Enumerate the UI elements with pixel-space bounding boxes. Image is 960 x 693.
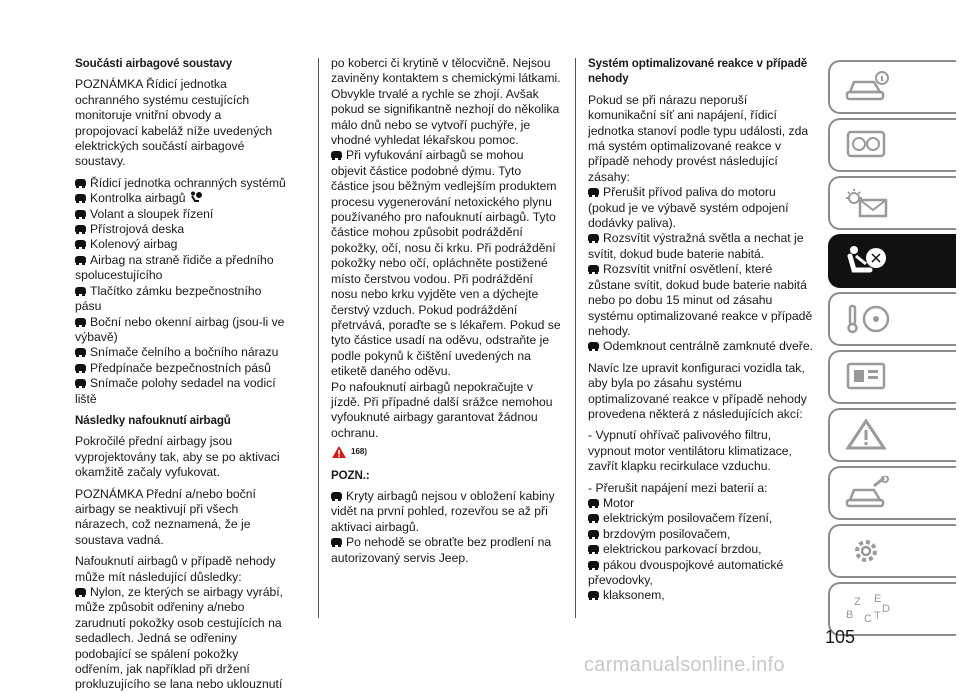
gear-icon [844,534,892,568]
index-letter: Z [854,596,861,608]
list-item: Snímače čelního a bočního nárazu [75,345,287,360]
car-bullet-icon [75,364,86,371]
car-bullet-icon [75,588,86,595]
paragraph: Pokud se při nárazu neporuší komunikační síť ani napájení, řídicí jednotka stanoví podle typu události, zda má systém optimalizované reakce v případě nehody provést následující zásahy: [588,92,809,184]
heading-airbag-components: Součásti airbagové soustavy [75,57,233,70]
paragraph: - Vypnutí ohřívač palivového filtru, vypnout motor ventilátoru klimatizace, zavřít klapku recirkulace vzduchu. [588,428,792,474]
list-item: Airbag na straně řidiče a předního spolucestujícího [75,252,274,283]
car-bullet-icon [75,256,86,263]
car-bullet-icon [75,318,86,325]
car-bullet-icon [75,225,86,232]
list-item: Odemknout centrálně zamknuté dveře. [588,339,816,354]
list-item: Po nehodě se obraťte bez prodlení na autorizovaný servis Jeep. [331,535,552,565]
car-bullet-icon [75,194,86,201]
tab-car-info[interactable] [828,60,956,114]
car-bullet-icon [588,342,599,349]
paragraph: Pokročilé přední airbagy jsou vyprojektovány tak, aby se po aktivaci okamžitě začaly vyfukovat. [75,434,280,480]
tab-emergency[interactable] [828,408,956,462]
car-bullet-icon [588,265,599,272]
list-item: Snímače polohy sedadel na vodicí liště [75,376,276,406]
car-bullet-icon [75,179,86,186]
column-2 [331,56,561,566]
list-item: Kolenový airbag [75,237,287,252]
car-bullet-icon [588,591,599,598]
tab-warning-messages[interactable] [828,176,956,230]
car-info-icon [844,70,892,104]
list-item: Předpínače bezpečnostních pásů [75,361,287,376]
car-bullet-icon [75,240,86,247]
list-item: klaksonem, [588,588,816,603]
car-bullet-icon [75,379,86,386]
list-item: Motor [588,496,816,511]
tab-multimedia[interactable] [828,350,956,404]
car-bullet-icon [588,499,599,506]
car-bullet-icon [588,514,599,521]
envelope-light-icon [844,186,892,220]
list-item: Tlačítko zámku bezpečnostního pásu [75,283,262,314]
warning-ref-number: 168) [351,447,368,457]
index-letter: D [882,603,890,615]
tab-dashboard[interactable] [828,118,956,172]
car-bullet-icon [588,530,599,537]
list-item: Přerušit přívod paliva do motoru (pokud je ve výbavě systém odpojení dodávky paliva). [588,185,789,231]
list-item: Kontrolka airbagů [75,191,287,206]
list-item: pákou dvouspojkové automatické převodovky, [588,557,784,587]
paragraph: Po nafouknutí airbagů nepokračujte v jízdě. Při případné další srážce nemohou vyfouknuté airbagy garantovat žádnou ochranu. [331,379,553,440]
index-letter: T [874,610,881,622]
tab-safety[interactable] [828,234,956,288]
heading-inflation-consequences: Následky nafouknutí airbagů [75,413,231,427]
list-item: Řídicí jednotka ochranných systémů [75,176,287,191]
list-item: Přístrojová deska [75,222,287,237]
list-item: elektrickým posilovačem řízení, [588,511,816,526]
wrench-car-icon [844,476,892,510]
car-bullet-icon [75,287,86,294]
index-letter: C [864,613,872,625]
warning-triangle-icon [331,445,347,459]
list-item: brzdovým posilovačem, [588,527,816,542]
list-item: Při vyfukování airbagů se mohou objevit částice podobné dýmu. Tyto částice jsou běžným vedlejším produktem procesu vygenerování netoxického plynu používaného pro nafouknutí airbagů. Tyto částice mohou způsobit podráždění pokožky, očí, nosu či krku. Při podráždění pokožky nebo očí, opláchněte postižené místo čerstvou vodou. Při podráždění nosu nebo krku vyjděte ven a dýchejte čerstvý vzduch. Pokud podráždění přetrvává, poraďte se s lékařem. Pokud se tyto částice usadí na oděvu, odstraňte je podle pokynů k čištění uvedených na etiketě daného oděvu. [331,148,561,379]
watermark: carmanualsonline.info [584,654,785,676]
car-bullet-icon [331,492,342,499]
warning-reference [331,444,561,459]
tab-technical-data[interactable] [828,524,956,578]
paragraph: POZNÁMKA Řídicí jednotka ochranného systému cestujících monitoruje vnitřní obvody a propojovací kabeláž níže uvedených elektrických součástí airbagové soustavy. [75,77,273,169]
list-item: Rozsvítit výstražná světla a nechat je svítit, dokud bude baterie nabitá. [588,231,804,261]
car-bullet-icon [75,210,86,217]
paragraph: POZNÁMKA Přední a/nebo boční airbagy se neaktivují při všech nárazech, což neznamená, že je soustava vadná. [75,486,256,547]
alphabet-index-icon [844,592,892,626]
steering-key-icon [844,302,892,336]
dashboard-icon [844,128,892,162]
list-item: Volant a sloupek řízení [75,207,287,222]
page-number: 105 [825,627,856,647]
car-bullet-icon [331,151,342,158]
paragraph: po koberci či krytině v tělocvičně. Nejsou zaviněny kontaktem s chemickými látkami. Obvykle trvalé a rychle se zhojí. Avšak pokud se signifikantně nezhojí do několika málo dnů nebo se vytvoří puchýře, je vhodné vyhledat lékařskou pomoc. [331,56,561,148]
car-bullet-icon [588,188,599,195]
car-bullet-icon [588,234,599,241]
index-letter: E [874,593,882,605]
car-bullet-icon [75,348,86,355]
list-item: Rozsvítit vnitřní osvětlení, které zůstane svítit, dokud bude baterie nabitá nebo po dobu 15 minut od zásahu systému optimalizované reakce v případě nehody. [588,262,813,338]
index-letter: B [846,609,854,621]
airbag-seat-icon [844,244,892,278]
heading-optimized-response: Systém optimalizované reakce v případě nehody [588,57,808,86]
list-item: Boční nebo okenní airbag (jsou-li ve výbavě) [75,314,285,344]
column-3 [588,56,816,604]
paragraph: Navíc lze upravit konfiguraci vozidla tak, aby byla po zásahu systému optimalizované reakce v případě nehody provedena některá z následujících akcí: [588,360,807,421]
car-bullet-icon [588,561,599,568]
list-item: Kryty airbagů nejsou v obložení kabiny vidět na první pohled, rozevřou se až při aktivaci airbagů. [331,488,555,534]
car-bullet-icon [331,538,342,545]
list-item: elektrickou parkovací brzdou, [588,542,816,557]
airbag-warning-icon [189,191,203,204]
tab-starting-driving[interactable] [828,292,956,346]
column-1 [75,56,287,693]
paragraph: Nafouknutí airbagů v případě nehody může mít následující důsledky: [75,554,276,584]
list-item: Nylon, ze kterých se airbagy vyrábí, může způsobit odřeniny a/nebo zarudnutí pokožky osob cestujících na sedadlech. Jedná se odřeniny podobající se spálení pokožky odřením, jak například při držení prokluzujícího se lana nebo uklouznutí [75,585,284,692]
column-divider [575,58,576,618]
paragraph: - Přerušit napájení mezi baterií a: [588,480,768,495]
car-bullet-icon [588,545,599,552]
display-icon [844,360,892,394]
tab-servicing[interactable] [828,466,956,520]
bullet-list [75,176,287,407]
heading-note: POZN.: [331,468,370,482]
hazard-triangle-icon [844,418,892,452]
column-divider [318,58,319,618]
